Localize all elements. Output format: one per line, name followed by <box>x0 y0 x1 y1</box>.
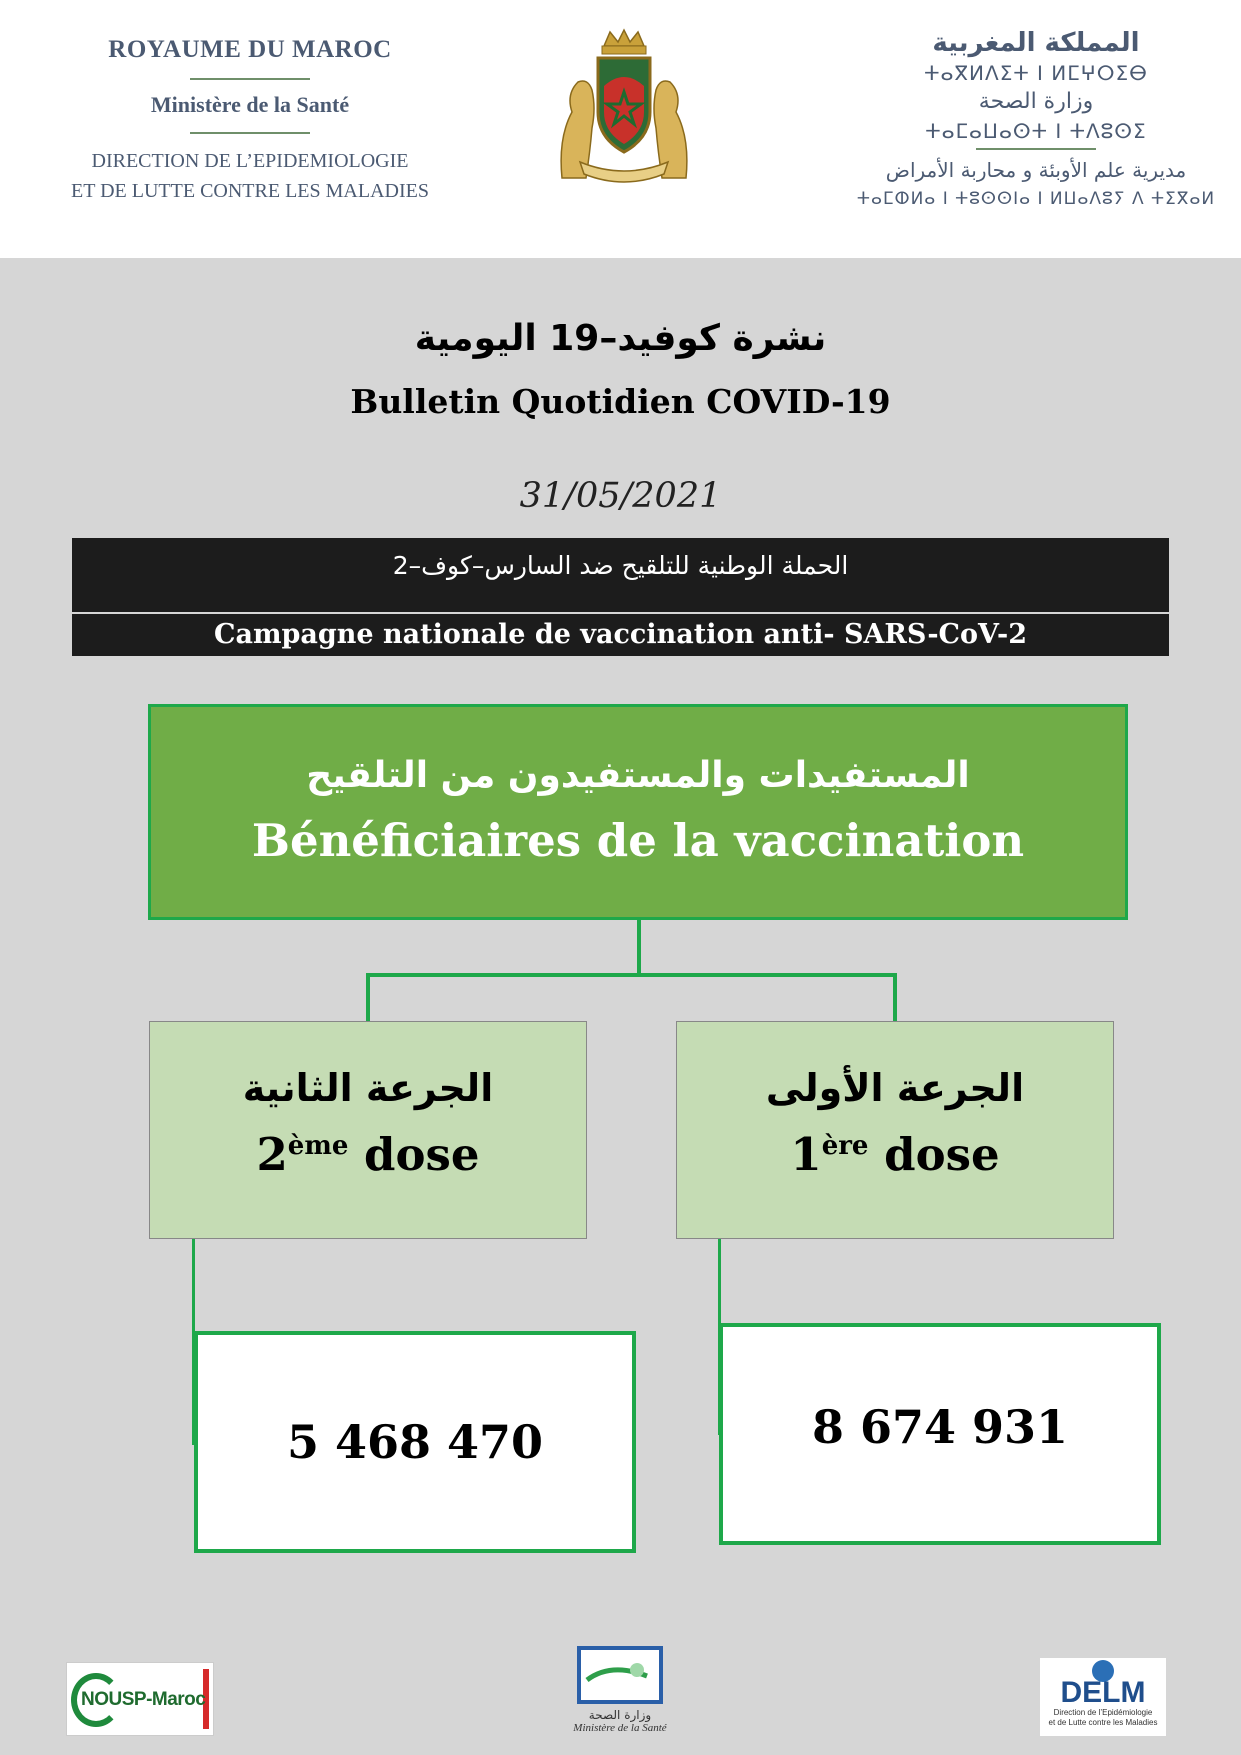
beneficiaries-title-ar: المستفيدات والمستفيدون من التلقيح <box>306 755 970 796</box>
letterhead-left <box>30 36 470 206</box>
connector-line <box>637 920 641 976</box>
connector-line <box>893 973 897 1022</box>
wave-icon <box>581 1650 659 1700</box>
direction-fr-line2: ET DE LUTTE CONTRE LES MALADIES <box>71 180 429 202</box>
kingdom-tifinagh: ⵜⴰⴳⵍⴷⵉⵜ ⵏ ⵍⵎⵖⵔⵉⴱ <box>924 61 1148 85</box>
first-dose-label-ar: الجرعة الأولى <box>765 1066 1025 1110</box>
second-dose-box <box>149 1021 587 1239</box>
direction-tifinagh: ⵜⴰⵎⵀⵍⴰ ⵏ ⵜⵓⵙⵙⵏⴰ ⵏ ⵍⵡⴰⴷⵓⵢ ⴷ ⵜⵉⴳⴰⵍ <box>856 189 1216 209</box>
divider <box>190 78 310 80</box>
kingdom-fr: ROYAUME DU MAROC <box>108 36 392 63</box>
campaign-banner-ar: الحملة الوطنية للتلقيح ضد السارس–كوف–2 <box>72 538 1169 612</box>
beneficiaries-title-fr: Bénéficiaires de la vaccination <box>251 814 1025 867</box>
divider <box>190 132 310 134</box>
second-dose-label-ar: الجرعة الثانية <box>242 1066 494 1110</box>
first-dose-label-fr: 1ère dose <box>790 1128 1000 1181</box>
letterhead-right <box>851 26 1221 212</box>
direction-ar: مديرية علم الأوبئة و محاربة الأمراض <box>885 158 1187 182</box>
first-dose-box <box>676 1021 1114 1239</box>
letterhead <box>0 0 1241 258</box>
connector-line <box>366 973 897 977</box>
second-dose-label-fr: 2ème dose <box>256 1128 480 1181</box>
second-dose-count: 5 468 470 <box>194 1331 636 1553</box>
bulletin-title-ar: نشرة كوفيد–19 اليومية <box>414 318 827 359</box>
kingdom-ar: المملكة المغربية <box>932 28 1140 58</box>
coat-of-arms-emblem <box>552 28 696 188</box>
beneficiaries-box <box>148 704 1128 920</box>
ministry-ar: وزارة الصحة <box>978 89 1094 114</box>
ministry-fr: Ministère de la Santé <box>150 92 350 117</box>
bulletin-date: 31/05/2021 <box>519 476 722 516</box>
ministry-tifinagh: ⵜⴰⵎⴰⵡⴰⵙⵜ ⵏ ⵜⴷⵓⵙⵉ <box>925 119 1147 143</box>
direction-fr-line1: DIRECTION DE L’EPIDEMIOLOGIE <box>91 150 409 172</box>
connector-line <box>366 973 370 1022</box>
nousp-maroc-logo: NOUSP-Maroc <box>66 1662 214 1736</box>
delm-logo: DELM Direction de l’Epidémiologie et de Lutte contre les Maladies <box>1040 1658 1166 1736</box>
campaign-banner-fr: Campagne nationale de vaccination anti- SARS-CoV-2 <box>72 614 1169 656</box>
divider <box>976 148 1096 150</box>
first-dose-count: 8 674 931 <box>719 1323 1161 1545</box>
ministry-health-logo: وزارة الصحة Ministère de la Santé <box>570 1646 670 1752</box>
bulletin-title-fr: Bulletin Quotidien COVID-19 <box>350 382 891 421</box>
